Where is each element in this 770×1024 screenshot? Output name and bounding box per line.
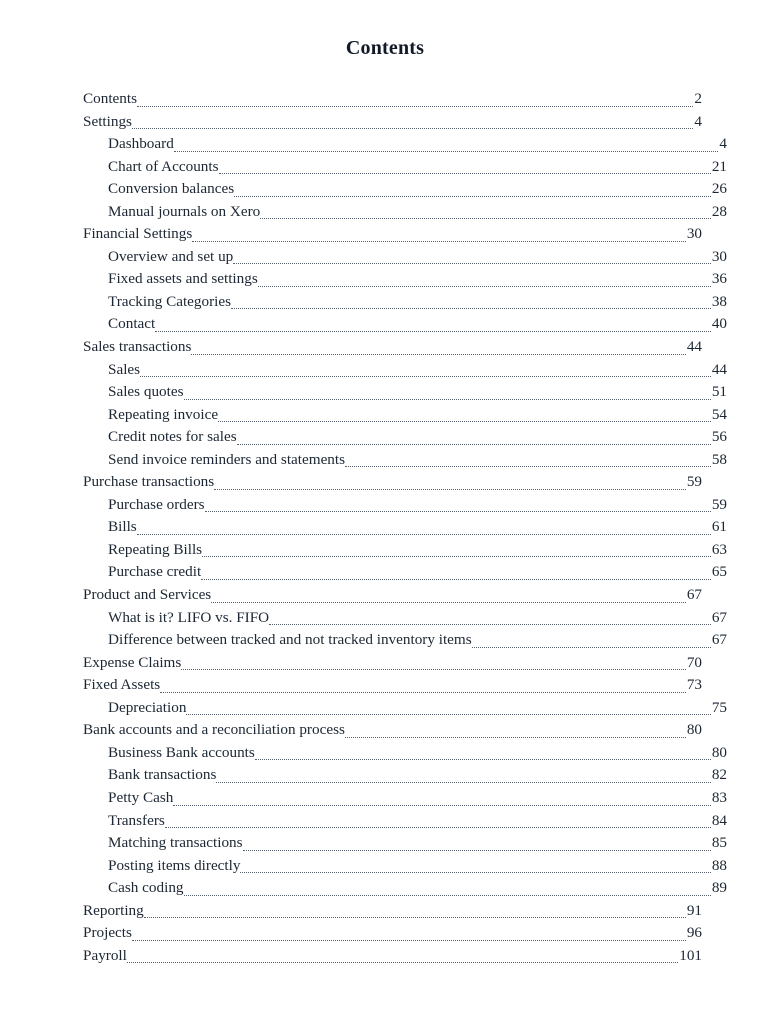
- toc-entry[interactable]: [83, 268, 727, 291]
- dot-leader: [269, 623, 711, 625]
- toc-entry-label: Contact: [108, 315, 156, 333]
- toc-entry-page-number: 4: [719, 135, 727, 153]
- dot-leader: [240, 871, 710, 873]
- toc-entry-page-number: 65: [711, 563, 727, 581]
- toc-entry[interactable]: [83, 246, 727, 269]
- toc-entry-page-number: 51: [711, 383, 727, 401]
- toc-entry-label: Dashboard: [108, 135, 174, 153]
- toc-entry-page-number: 80: [686, 721, 702, 739]
- toc-entry-page-number: 67: [711, 631, 727, 649]
- toc-entry-page-number: 67: [711, 608, 727, 626]
- dot-leader: [155, 330, 711, 332]
- dot-leader: [181, 668, 686, 670]
- dot-leader: [205, 510, 711, 512]
- dot-leader: [234, 195, 711, 197]
- dot-leader: [237, 443, 711, 445]
- dot-leader: [258, 285, 711, 287]
- toc-entry-label: Contents: [83, 90, 138, 107]
- toc-entry-page-number: 73: [686, 676, 702, 694]
- dot-leader: [184, 398, 711, 400]
- dot-leader: [174, 150, 719, 152]
- dot-leader: [127, 961, 678, 963]
- toc-entry-label: Overview and set up: [108, 247, 234, 265]
- toc-entry-label: Chart of Accounts: [108, 157, 219, 175]
- toc-entry-page-number: 28: [711, 202, 727, 220]
- toc-entry-label: Matching transactions: [108, 834, 243, 852]
- toc-entry-page-number: 89: [711, 879, 727, 897]
- toc-entry-label: Bills: [108, 518, 137, 536]
- toc-entry[interactable]: [83, 516, 727, 539]
- toc-entry[interactable]: [83, 381, 727, 404]
- toc-entry[interactable]: [83, 471, 702, 494]
- toc-entry-page-number: 56: [711, 428, 727, 446]
- dot-leader: [216, 781, 710, 783]
- dot-leader: [231, 307, 711, 309]
- toc-entry-label: Posting items directly: [108, 856, 241, 874]
- toc-entry[interactable]: [83, 88, 702, 111]
- dot-leader: [202, 555, 711, 557]
- dot-leader: [165, 826, 711, 828]
- toc-entry-page-number: 59: [686, 473, 702, 491]
- toc-entry-label: Sales: [108, 360, 141, 378]
- toc-entry[interactable]: [83, 652, 702, 675]
- toc-entry[interactable]: [83, 764, 727, 787]
- toc-entry-label: Settings: [83, 112, 132, 130]
- toc-entry-label: Reporting: [83, 901, 144, 919]
- dot-leader: [219, 172, 711, 174]
- page-title: Contents: [345, 37, 425, 59]
- toc-entry-page-number: 44: [711, 360, 727, 378]
- dot-leader: [137, 105, 693, 107]
- toc-entry-label: Bank accounts and a reconciliation process: [83, 721, 345, 739]
- toc-entry-label: Fixed Assets: [83, 676, 161, 694]
- dot-leader: [140, 375, 711, 377]
- toc-entry-label: Business Bank accounts: [108, 743, 255, 761]
- dot-leader: [260, 217, 711, 219]
- toc-entry[interactable]: [83, 855, 727, 878]
- toc-entry-page-number: 44: [686, 338, 702, 356]
- toc-entry-page-number: 21: [711, 157, 727, 175]
- toc-entry-label: Projects: [83, 924, 132, 942]
- toc-entry[interactable]: [83, 674, 702, 697]
- toc-entry-page-number: 82: [711, 766, 727, 784]
- toc-entry-label: Product and Services: [83, 586, 212, 604]
- toc-entry-page-number: 96: [686, 924, 702, 942]
- toc-entry-label: Transfers: [108, 811, 165, 829]
- toc-entry-label: Repeating invoice: [108, 405, 219, 423]
- toc-entry-label: Difference between tracked and not tracked inventory items: [108, 631, 472, 649]
- toc-entry-label: Payroll: [83, 946, 127, 964]
- toc-entry[interactable]: [83, 404, 727, 427]
- toc-entry-label: Bank transactions: [108, 766, 217, 784]
- toc-entry-label: Tracking Categories: [108, 292, 232, 310]
- toc-entry-label: What is it? LIFO vs. FIFO: [108, 608, 270, 626]
- toc-entry-label: Expense Claims: [83, 653, 182, 671]
- toc-entry[interactable]: [83, 449, 727, 472]
- dot-leader: [255, 758, 711, 760]
- toc-entry[interactable]: [83, 607, 727, 630]
- dot-leader: [191, 353, 685, 355]
- toc-entry[interactable]: [83, 291, 727, 314]
- dot-leader: [132, 127, 693, 129]
- toc-entry-page-number: 85: [711, 834, 727, 852]
- toc-entry-page-number: 70: [686, 653, 702, 671]
- dot-leader: [211, 601, 686, 603]
- toc-entry-page-number: 58: [711, 450, 727, 468]
- toc-entry-page-number: 26: [711, 180, 727, 198]
- toc-entry-label: Conversion balances: [108, 180, 235, 198]
- toc-entry[interactable]: [83, 111, 702, 134]
- toc-entry-page-number: 63: [711, 540, 727, 558]
- dot-leader: [345, 736, 686, 738]
- toc-entry-label: Depreciation: [108, 698, 187, 716]
- toc-entry[interactable]: [83, 156, 727, 179]
- toc-entry[interactable]: [83, 313, 727, 336]
- dot-leader: [186, 713, 710, 715]
- toc-entry[interactable]: [83, 359, 727, 382]
- toc-entry-page-number: 101: [679, 946, 702, 964]
- toc-entry-page-number: 30: [711, 247, 727, 265]
- toc-entry-page-number: 67: [686, 586, 702, 604]
- toc-entry-label: Manual journals on Xero: [108, 202, 261, 220]
- toc-entry[interactable]: [83, 697, 727, 720]
- toc-entry[interactable]: [83, 877, 727, 900]
- dot-leader: [218, 420, 711, 422]
- toc-entry-label: Sales quotes: [108, 383, 184, 401]
- toc-entry-page-number: 38: [711, 292, 727, 310]
- dot-leader: [137, 533, 711, 535]
- dot-leader: [144, 916, 686, 918]
- table-of-contents: [83, 88, 727, 967]
- dot-leader: [132, 939, 686, 941]
- toc-entry[interactable]: [83, 922, 702, 945]
- toc-entry[interactable]: [83, 629, 727, 652]
- toc-entry-page-number: 61: [711, 518, 727, 536]
- toc-entry[interactable]: [83, 832, 727, 855]
- toc-entry[interactable]: [83, 426, 727, 449]
- toc-entry-page-number: 4: [694, 112, 702, 130]
- dot-leader: [201, 578, 711, 580]
- toc-entry-page-number: 36: [711, 270, 727, 288]
- toc-entry[interactable]: [83, 561, 727, 584]
- dot-leader: [192, 240, 686, 242]
- toc-entry-label: Financial Settings: [83, 225, 193, 243]
- toc-entry[interactable]: [83, 336, 702, 359]
- toc-entry-label: Petty Cash: [108, 788, 174, 806]
- toc-entry[interactable]: [83, 945, 702, 968]
- toc-entry-page-number: 54: [711, 405, 727, 423]
- dot-leader: [472, 646, 711, 648]
- toc-entry-page-number: 88: [711, 856, 727, 874]
- toc-entry-page-number: 91: [686, 901, 702, 919]
- dot-leader: [184, 894, 711, 896]
- toc-entry[interactable]: [83, 201, 727, 224]
- toc-entry[interactable]: [83, 178, 727, 201]
- toc-entry-page-number: 59: [711, 495, 727, 513]
- toc-entry-label: Repeating Bills: [108, 540, 203, 558]
- toc-entry-page-number: 75: [711, 698, 727, 716]
- toc-entry-label: Cash coding: [108, 879, 184, 897]
- dot-leader: [160, 691, 686, 693]
- toc-entry[interactable]: [83, 719, 702, 742]
- toc-entry[interactable]: [83, 494, 727, 517]
- dot-leader: [214, 488, 686, 490]
- toc-entry[interactable]: [83, 223, 702, 246]
- toc-entry-label: Fixed assets and settings: [108, 270, 258, 288]
- toc-entry-label: Purchase orders: [108, 495, 205, 513]
- dot-leader: [243, 849, 711, 851]
- toc-entry[interactable]: [83, 539, 727, 562]
- toc-entry[interactable]: [83, 810, 727, 833]
- toc-entry-label: Purchase credit: [108, 563, 202, 581]
- toc-entry-page-number: 30: [686, 225, 702, 243]
- toc-entry-page-number: 83: [711, 788, 727, 806]
- toc-entry-label: Sales transactions: [83, 338, 192, 356]
- dot-leader: [233, 262, 711, 264]
- toc-entry-label: Purchase transactions: [83, 473, 215, 491]
- toc-entry[interactable]: [83, 787, 727, 810]
- toc-entry-page-number: 80: [711, 743, 727, 761]
- toc-entry-page-number: 40: [711, 315, 727, 333]
- dot-leader: [345, 465, 711, 467]
- toc-entry-label: Credit notes for sales: [108, 428, 237, 446]
- toc-entry[interactable]: [83, 584, 702, 607]
- toc-entry-page-number: 2: [694, 90, 702, 107]
- toc-entry[interactable]: [83, 133, 727, 156]
- toc-entry[interactable]: [83, 742, 727, 765]
- toc-entry-label: Send invoice reminders and statements: [108, 450, 346, 468]
- toc-entry[interactable]: [83, 900, 702, 923]
- dot-leader: [173, 804, 710, 806]
- toc-entry-page-number: 84: [711, 811, 727, 829]
